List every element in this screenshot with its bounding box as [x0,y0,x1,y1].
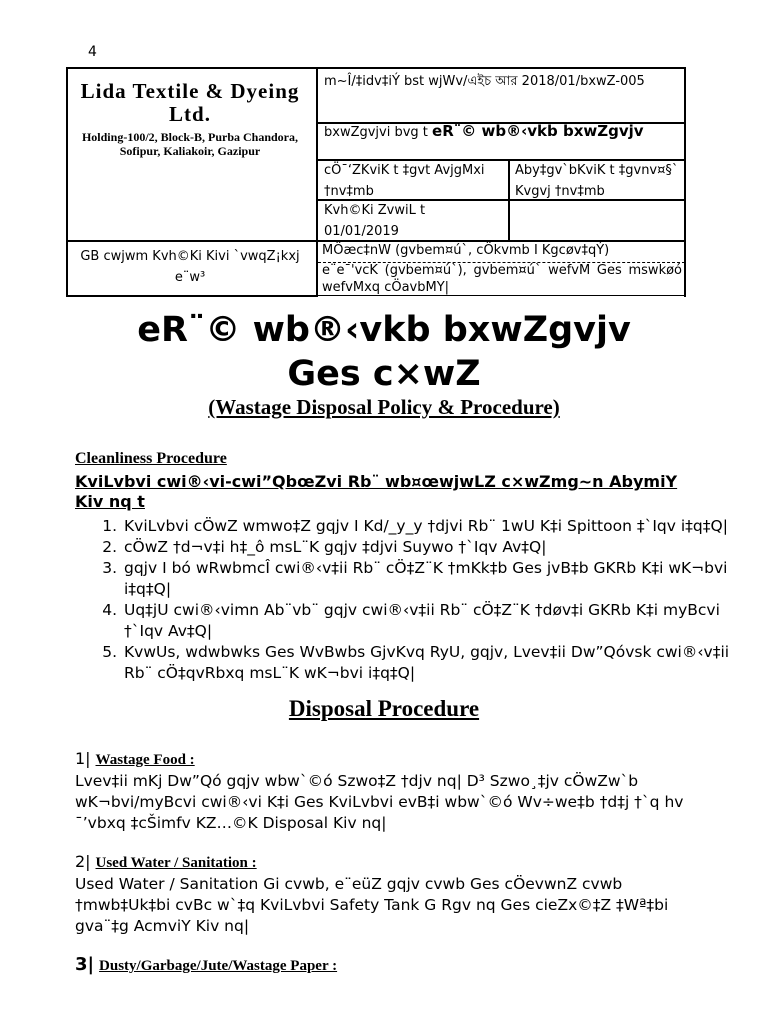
list-item: 3. gqjv I bó wRwbmcÎ cwi®‹v‡ii Rb¨ cÖ‡Z¨K †mKk‡b Ges jvB‡b GKRb K‡i wK¬bvi i‡q‡Q| [122,558,742,600]
company-name: Lida Textile & Dyeing Ltd. [80,79,300,126]
disposal-item-3 [75,954,695,977]
list-item: 2. cÖwZ †d¬v‡i h‡_ô msL¨K gqjv ‡djvi Suywo †`Iqv Av‡Q| [122,537,742,558]
disposal-heading: Disposal Procedure [288,696,480,721]
title-bangla-line-2: Ges c×wZ [287,354,481,394]
policy-name-value: eR¨© wb®‹vkb bxwZgvjv [432,122,644,140]
responsible-cell-b: e¨e¯'vcK (gvbem¤ú`), gvbem¤ú` wefvM Ges mswkøó wefvMxq cÖavbMY| [322,263,682,295]
item-text: Lvev‡ii mKj Dw”Qó gqjv wbw`©ó Szwo‡Z †djv nq| D³ Szwo¸‡jv cÖwZw`b wK¬bvi/myBcvi cwi®‹vi K‡i Ges KviLvbvi evB‡i wbw`©ó Wv÷we‡b †d‡j †`q hv ¯’vbxq ‡cŠimfv KZ…©K Disposal Kiv nq| [75,772,684,832]
cleanliness-steps [90,516,742,684]
responsible-cell-a: MÖæc‡nW (gvbem¤ú`, cÖkvmb I Kgcøv‡qÝ) [322,243,610,258]
list-item: 1. KviLvbvi cÖwZ wmwo‡Z gqjv I Kd/_y_y †djvi Rb¨ 1wU K‡i Spittoon ‡`Iqv i‡q‡Q| [122,516,742,537]
title-english: (Wastage Disposal Policy & Procedure) [208,395,560,419]
policy-name-label: bxwZgvjvi bvg t [324,125,428,140]
effective-date: Kvh©Ki ZvwiL t 01/01/2019 [324,203,426,239]
item-title: Wastage Food : [95,752,195,768]
item-number: 1| [75,749,91,768]
item-title: Used Water / Sanitation : [95,855,257,871]
prepared-by: cÖ¯‘ZKviK t ‡gvt AvjgMxi †nv‡mb [324,163,485,199]
disposal-item-2 [75,851,695,937]
list-item: 5. KvwUs, wdwbwks Ges WvBwbs GjvKvq RyU, gqjv, Lvev‡ii Dw”Qóvsk cwi®‹v‡ii Rb¨ cÖ‡qvRbxq msL¨K wK¬bvi i‡q‡Q| [122,642,742,684]
item-number: 3| [75,954,95,975]
disposal-item-1 [75,748,695,834]
approved-by: Aby‡gv`bKviK t ‡gvnv¤§` Kvgvj †nv‡mb [515,163,679,199]
cleanliness-heading: Cleanliness Procedure [75,450,227,467]
company-address: Holding-100/2, Block-B, Purba Chandora, Sofipur, Kaliakoir, Gazipur [81,130,299,158]
company-block [70,80,310,158]
cleanliness-subheading: KviLvbvi cwi®‹vi-cwi”QbœZvi Rb¨ wb¤œwjwLZ c×wZmg~n AbymiY Kiv nq t [75,472,678,511]
list-item: 4. Uq‡jU cwi®‹vimn Ab¨vb¨ gqjv cwi®‹v‡ii Rb¨ cÖ‡Z¨K †døv‡i GKRb K‡i myBcvi †`Iqv Av‡Q| [122,600,742,642]
approval-note: GB cwjwm Kvh©Ki Kivi `vwqZ¡kxj e¨w³ [80,249,300,285]
title-bangla-line-1: eR¨© wb®‹vkb bxwZgvjv [137,310,631,350]
item-text: Used Water / Sanitation Gi cvwb, e¨eüZ gqjv cvwb Ges cÖevwnZ cvwb †mwb‡Uk‡bi cvBc w`‡q KviLvbvi Safety Tank G Rgv nq Ges cieZx©‡Z ‡Wª‡bi gva¨‡g AcmviY Kiv nq| [75,875,669,935]
item-number: 2| [75,852,91,871]
page-number: 4 [88,44,97,60]
item-title: Dusty/Garbage/Jute/Wastage Paper : [99,958,338,974]
policy-name-cell [324,122,680,142]
reference-number: m~Î/‡idv‡iÝ bst wjWv/এইচ আর 2018/01/bxwZ-005 [324,74,645,89]
